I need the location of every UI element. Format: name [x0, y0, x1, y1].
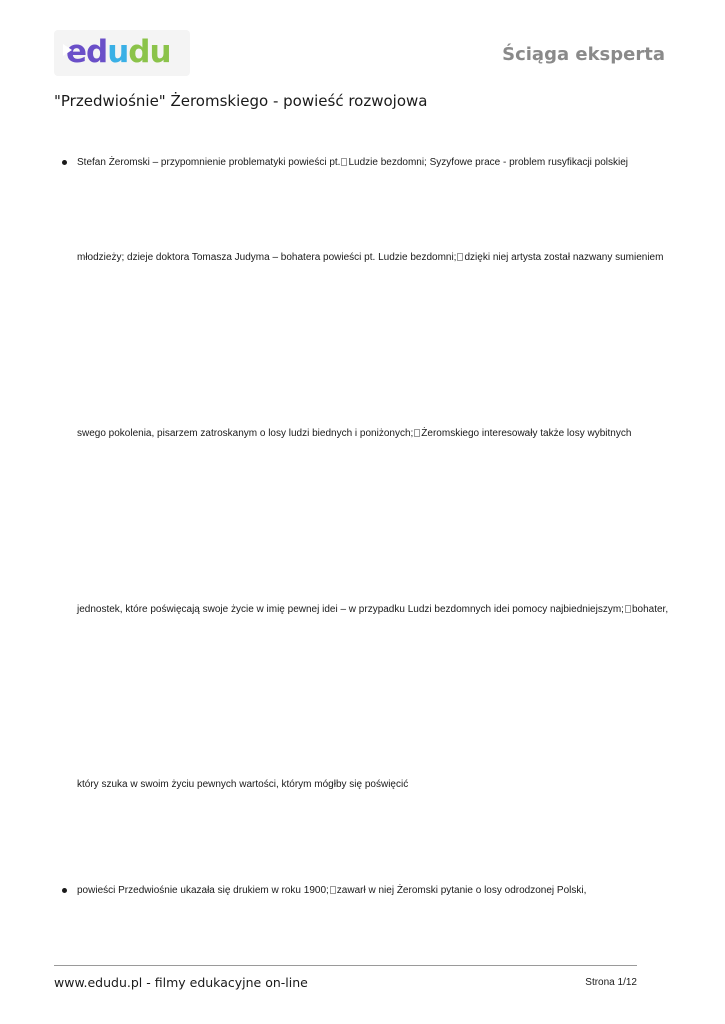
paragraph-line-3: [77, 428, 631, 439]
missing-glyph-icon: [341, 158, 347, 166]
line-segment: jednostek, które poświęcają swoje życie w imię pewnej idei – w przypadku Ludzi bezdomnych idei pomocy najbiedniejszym;: [77, 604, 624, 615]
footer-divider: [54, 965, 637, 966]
bullet-icon: [62, 160, 67, 165]
paragraph-line-1: [77, 157, 628, 168]
paragraph-line-4: [77, 604, 668, 615]
line-segment: Stefan Żeromski – przypomnienie problematyki powieści pt.: [77, 157, 341, 168]
line-segment: Ludzie bezdomni; Syzyfowe prace - problem rusyfikacji polskiej: [348, 157, 629, 168]
bullet-icon: [62, 888, 67, 893]
missing-glyph-icon: [414, 429, 420, 437]
line-segment: Żeromskiego interesowały także losy wybitnych: [421, 428, 632, 439]
missing-glyph-icon: [330, 886, 336, 894]
paragraph-line-5: [77, 779, 408, 790]
line-segment: który szuka w swoim życiu pewnych wartości, którym mógłby się poświęcić: [77, 779, 409, 790]
paragraph-line-2: [77, 252, 663, 263]
line-segment: bohater,: [631, 604, 669, 615]
logo-part-u: u: [107, 34, 129, 70]
line-segment: zawarł w niej Żeromski pytanie o losy odrodzonej Polski,: [336, 885, 587, 896]
document-title: "Przedwiośnie" Żeromskiego - powieść rozwojowa: [54, 92, 428, 110]
play-icon: [63, 44, 72, 56]
page-number: Strona 1/12: [585, 977, 637, 988]
line-segment: powieści Przedwiośnie ukazała się drukiem w roku 1900;: [77, 885, 329, 896]
brand-tagline: Ściąga eksperta: [502, 44, 665, 65]
logo-wordmark: [66, 32, 171, 72]
missing-glyph-icon: [625, 605, 631, 613]
logo-part-du: du: [128, 34, 171, 70]
line-segment: swego pokolenia, pisarzem zatroskanym o losy ludzi biednych i poniżonych;: [77, 428, 414, 439]
edudu-logo: [54, 30, 190, 76]
line-segment: młodzieży; dzieje doktora Tomasza Judyma – bohatera powieści pt. Ludzie bezdomni;: [77, 252, 457, 263]
logo-part-ed: ed: [66, 34, 108, 70]
line-segment: dzięki niej artysta został nazwany sumieniem: [464, 252, 664, 263]
paragraph-line-6: [77, 885, 586, 896]
missing-glyph-icon: [457, 253, 463, 261]
footer-site-link[interactable]: www.edudu.pl - filmy edukacyjne on-line: [54, 975, 308, 990]
